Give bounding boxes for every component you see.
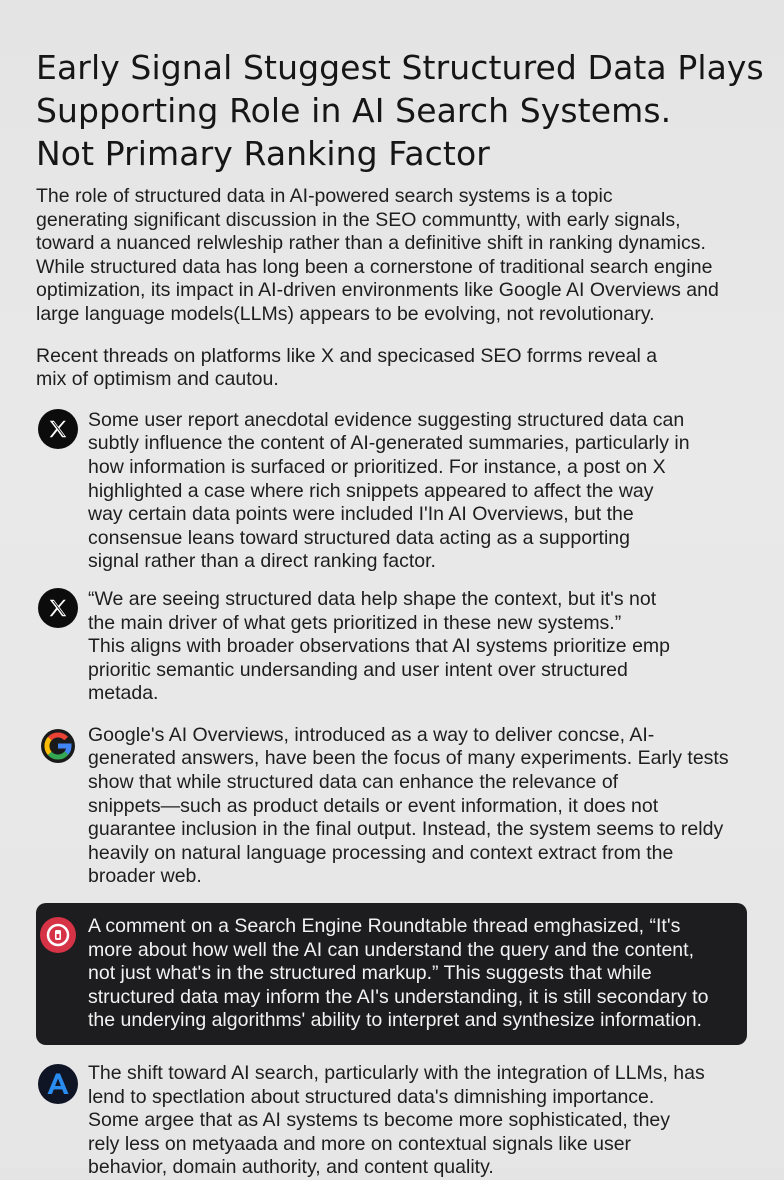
entry-line: the main driver of what gets prioritized in these new systems.” — [88, 611, 622, 634]
entry-google-overviews — [36, 724, 748, 889]
entry-line: A comment on a Search Engine Roundtable thread emghasized, “It's — [88, 915, 681, 938]
intro-line: generating significant discussion in the SEO communtty, with early signals, — [36, 208, 681, 231]
entry-text — [88, 588, 748, 706]
entry-text — [88, 409, 748, 574]
entry-line: Some argee that as AI systems ts become more sophisticated, they — [88, 1109, 671, 1132]
entry-line: Some user report anecdotal evidence suggesting structured data can — [88, 408, 685, 431]
entry-line: consensue leans toward structured data acting as a supporting — [88, 526, 631, 549]
x-logo-icon — [38, 409, 78, 449]
title-line: Not Primary Ranking Factor — [36, 134, 490, 173]
article-title — [36, 46, 764, 175]
entry-text — [88, 915, 735, 1033]
entry-ai-search-shift — [36, 1062, 748, 1180]
entry-line: The shift toward AI search, particularly with the integration of LLMs, has — [88, 1062, 705, 1084]
entry-line: way certain data points were included I'In AI Overviews, but the — [88, 503, 634, 526]
entry-line: This aligns with broader observations that AI systems prioritize emp — [88, 635, 671, 658]
title-line: Supporting Role in AI Search Systems. — [36, 91, 672, 130]
entry-text — [88, 1062, 748, 1180]
entry-line: broader web. — [88, 865, 202, 888]
entry-line: the underying algorithms' ability to interpret and synthesize information. — [88, 1009, 702, 1032]
intro-line: toward a nuanced relwleship rather than a definitive shift in ranking dynamics. — [36, 232, 706, 255]
lead-line: Recent threads on platforms like X and specicased SEO forrms reveal a — [36, 344, 658, 367]
entry-line: guarantee inclusion in the final output. Instead, the system seems to reldy — [88, 818, 724, 841]
intro-line: optimization, its impact in AI-driven environments like Google AI Overviews and — [36, 279, 719, 302]
entry-line: highlighted a case where rich snippets appeared to affect the way — [88, 479, 654, 502]
entry-line: more about how well the AI can understand the query and the content, — [88, 938, 694, 961]
entry-line: structured data may inform the AI's understanding, it is still secondary to — [88, 985, 709, 1008]
entry-x-post-2 — [36, 588, 748, 706]
entry-line: lend to spectlation about structured data's dimnishing importance. — [88, 1085, 655, 1108]
intro-line: large language models(LLMs) appears to be evolving, not revolutionary. — [36, 302, 655, 325]
entry-line: prioritic semantic undersanding and user intent over structured — [88, 658, 628, 681]
entry-line: how information is surfaced or prioritized. For instance, a post on X — [88, 455, 666, 478]
entry-line: subtly influence the content of AI-generated summaries, particularly in — [88, 432, 690, 455]
a-logo-icon — [38, 1064, 78, 1104]
entry-line: not just what's in the structured markup.” This suggests that while — [88, 962, 652, 985]
intro-line: While structured data has long been a cornerstone of traditional search engine — [36, 255, 713, 278]
entry-line: snippets—such as product details or event information, it does not — [88, 794, 659, 817]
entry-line: show that while structured data can enhance the relevance of — [88, 771, 619, 794]
title-line: Early Signal Stuggest Structured Data Plays — [36, 48, 764, 87]
google-g-icon — [38, 726, 78, 766]
highlight-card-roundtable — [36, 903, 747, 1045]
entry-line: signal rather than a direct ranking factor. — [88, 550, 436, 573]
entry-text — [88, 724, 748, 889]
lead-paragraph — [36, 345, 748, 392]
entry-line: generated answers, have been the focus of many experiments. Early tests — [88, 747, 729, 770]
article — [36, 46, 764, 1180]
entry-line: “We are seeing structured data help shape the context, but it's not — [88, 587, 657, 610]
entry-line: metada. — [88, 682, 159, 705]
entry-x-post-1 — [36, 409, 748, 574]
intro-line: The role of structured data in AI-powered search systems is a topic — [36, 185, 613, 207]
entry-line: heavily on natural language processing and context extract from the — [88, 841, 674, 864]
entry-line: rely less on metyaada and more on contextual signals like user — [88, 1132, 632, 1155]
x-logo-icon — [38, 588, 78, 628]
entry-line: behavior, domain authority, and content quality. — [88, 1156, 494, 1179]
intro-paragraph — [36, 185, 748, 327]
entry-line: Google's AI Overviews, introduced as a way to deliver concse, AI- — [88, 723, 655, 746]
roundtable-icon — [40, 917, 76, 953]
lead-line: mix of optimism and cautou. — [36, 368, 279, 391]
